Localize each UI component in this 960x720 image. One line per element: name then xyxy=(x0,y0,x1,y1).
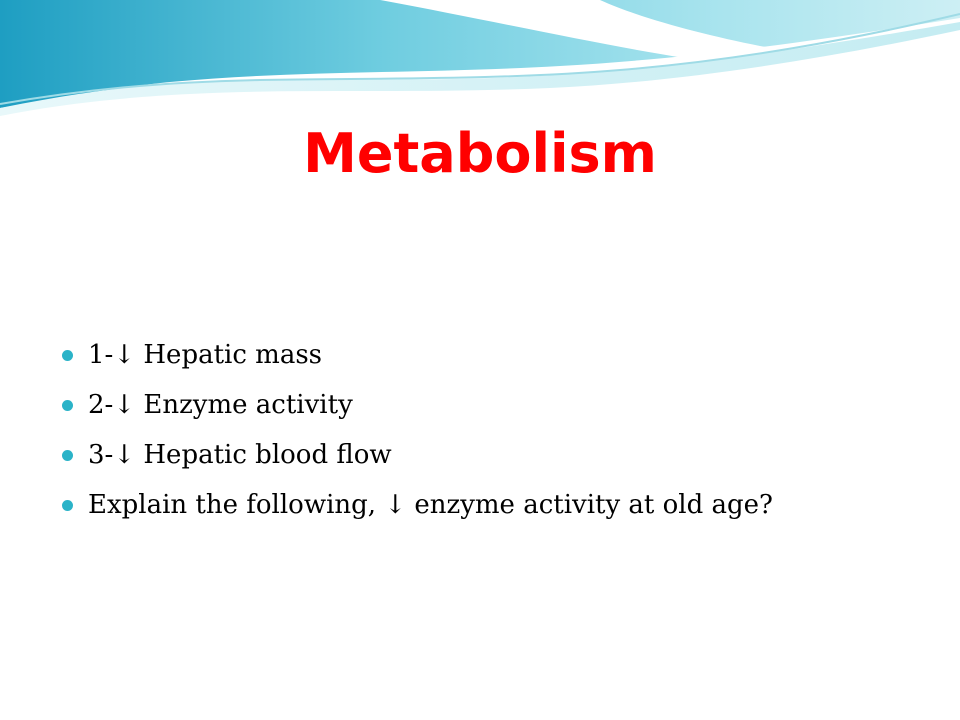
bullet-text: 2-↓ Enzyme activity xyxy=(88,390,353,420)
bullet-dot-icon xyxy=(62,350,73,361)
bullet-text: 1-↓ Hepatic mass xyxy=(88,340,323,370)
bullet-dot-icon xyxy=(62,500,73,511)
bullet-item xyxy=(62,480,942,530)
bullet-list xyxy=(62,330,942,530)
bullet-text: Explain the following, ↓ enzyme activity at old age? xyxy=(88,490,773,520)
bullet-dot-icon xyxy=(62,400,73,411)
bullet-text: 3-↓ Hepatic blood flow xyxy=(88,440,392,470)
bullet-item xyxy=(62,430,942,480)
bullet-dot-icon xyxy=(62,450,73,461)
decorative-wave-banner xyxy=(0,0,960,120)
bullet-item xyxy=(62,380,942,430)
slide-title: Metabolism xyxy=(303,122,657,185)
bullet-item xyxy=(62,330,942,380)
